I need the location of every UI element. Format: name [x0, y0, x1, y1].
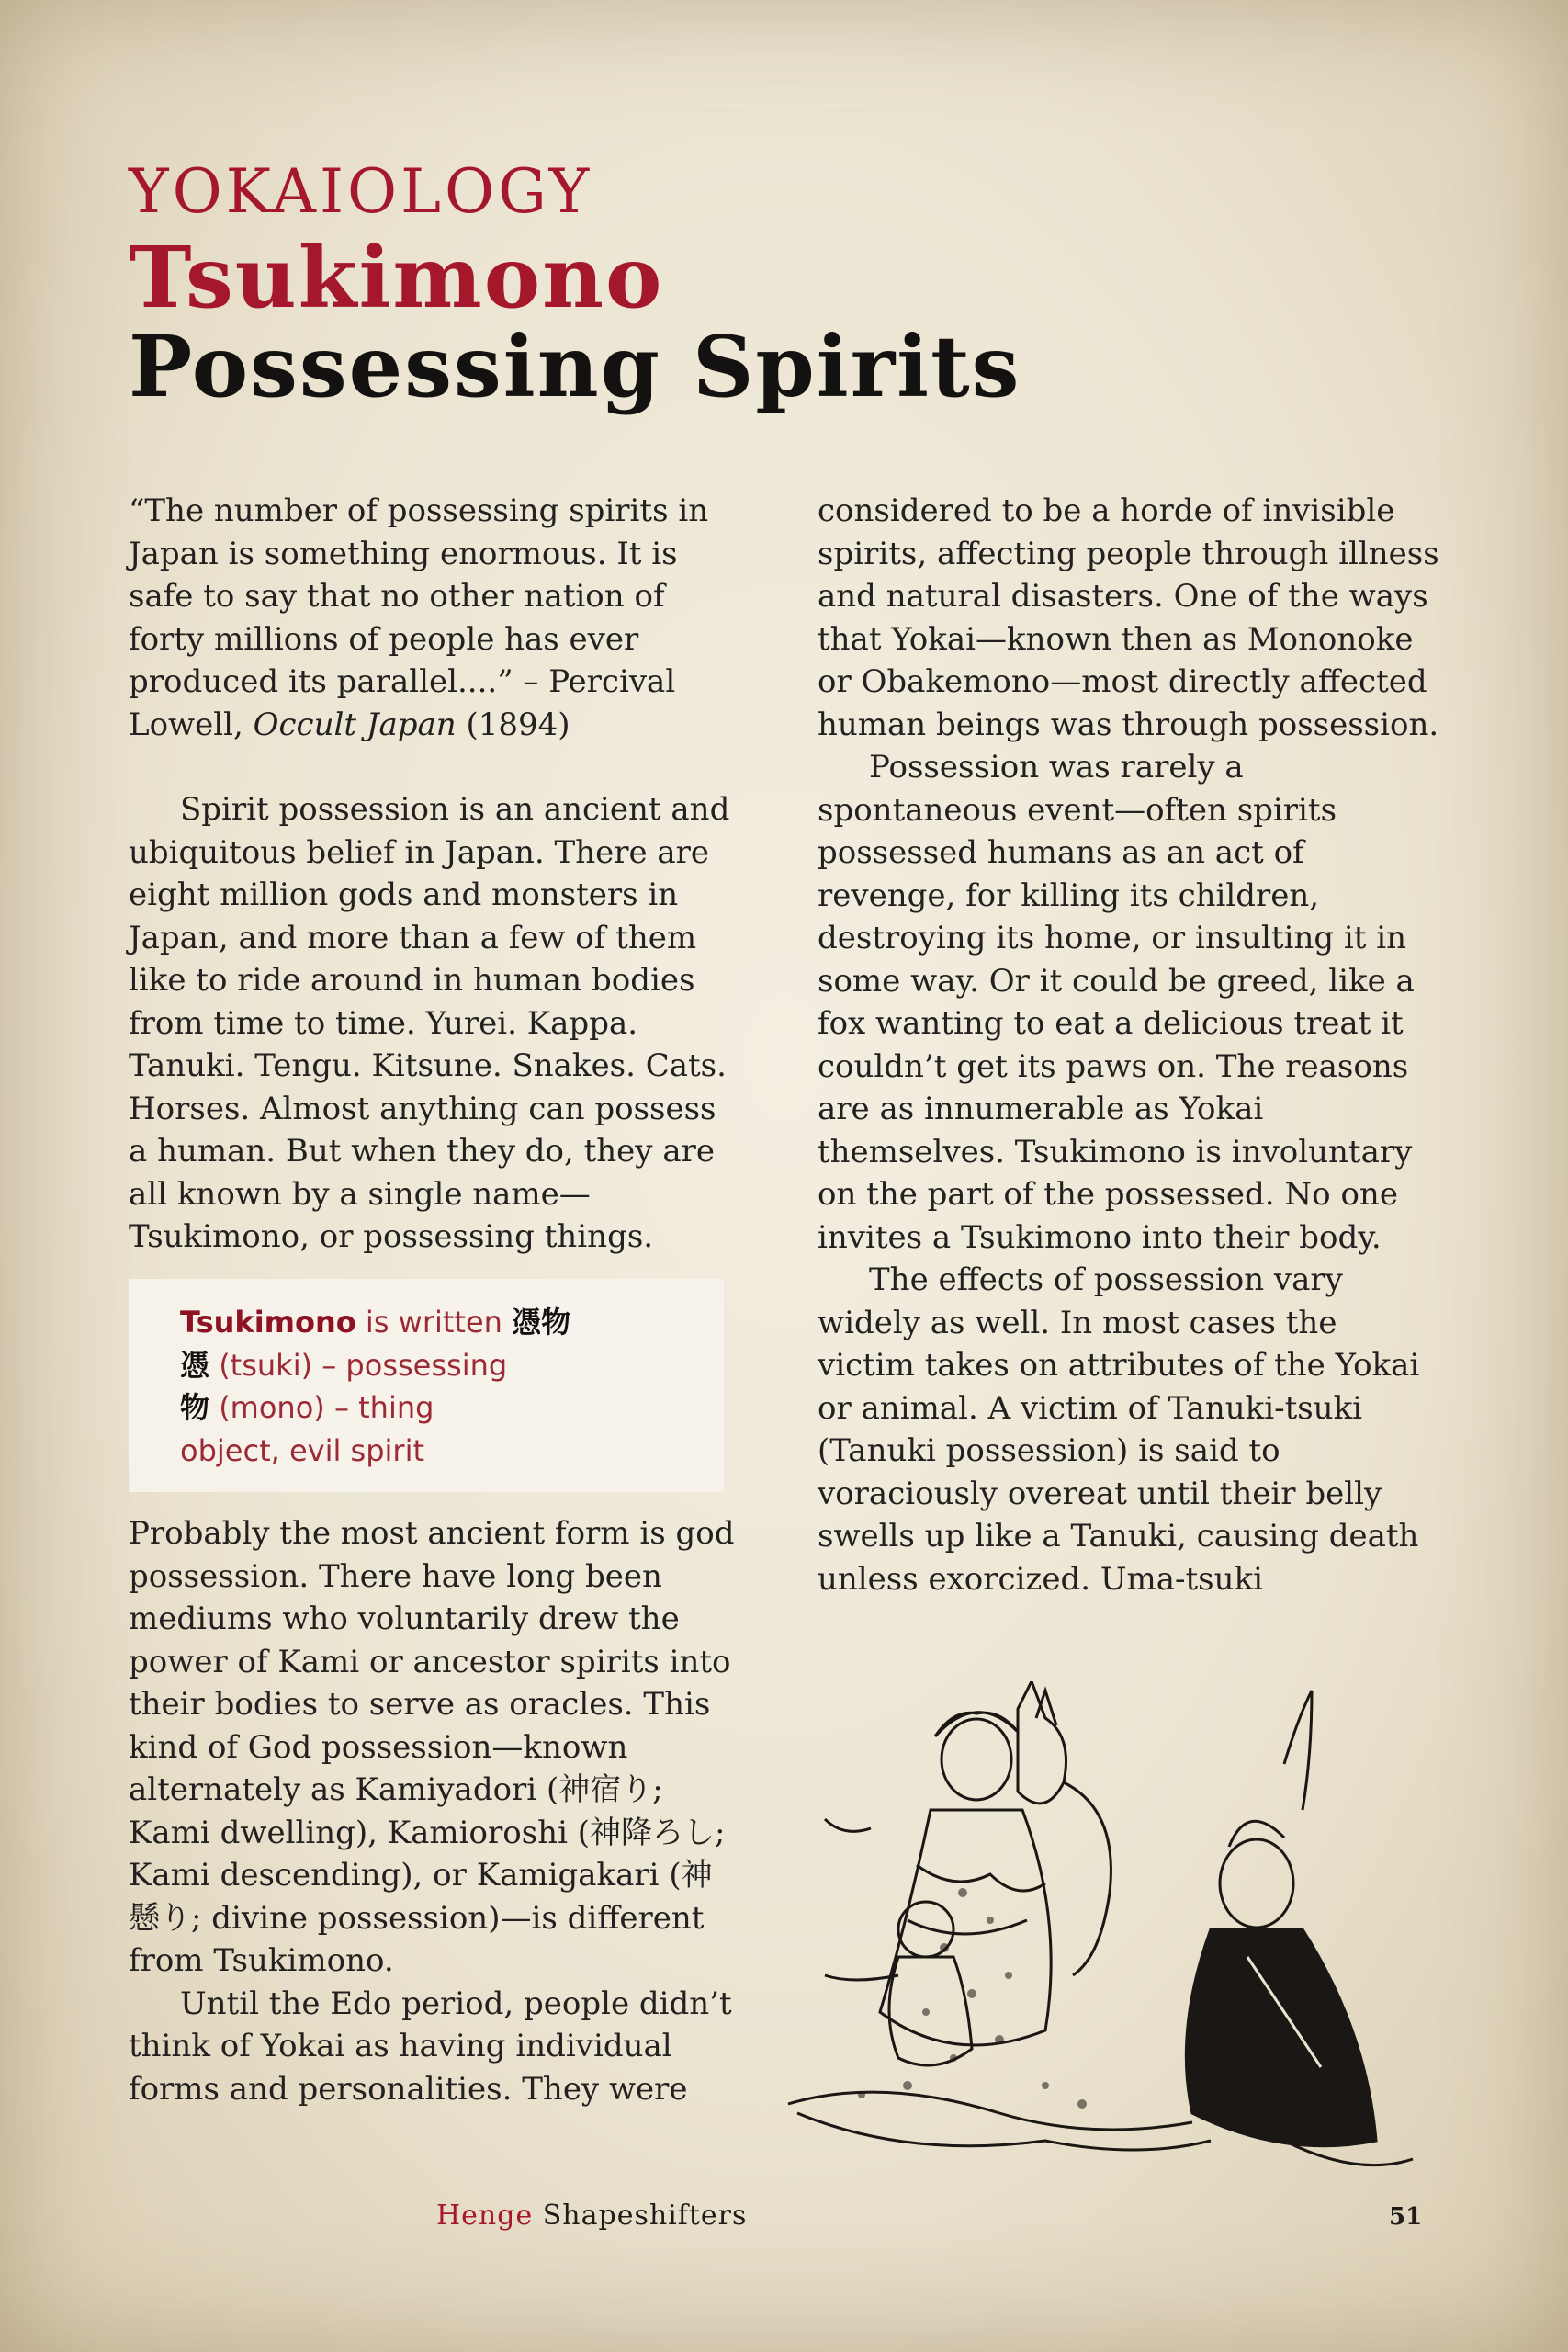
paragraph: Possession was rarely a spontaneous event—often spirits possessed humans as an act of revenge, for killing its children, destroying its home, or insulting it in some way. Or it could be greed, like a fox wanting to eat a delicious treat it couldn’t get its paws on. The reasons are as innumerable as Yokai themselves. Tsukimono is involuntary on the part of the possessed. No one invites a Tsukimono into their body. [818, 749, 1415, 1256]
quote-year: (1894) [456, 706, 570, 743]
old-man-head [1220, 1839, 1293, 1928]
sidebar-kanji: 憑 [180, 1347, 210, 1383]
figure-robe [880, 1810, 1051, 2045]
sidebar-gloss: (mono) – thing [209, 1390, 434, 1425]
paragraph: The effects of possession vary widely as well. In most cases the victim takes on attributes of the Yokai or animal. A victim of Tanuki-tsuki (Tanuki possession) is said to voraciously overeat until their belly swells up like a Tanuki, causing death unless exorcized. Uma-tsuki [818, 1261, 1420, 1598]
sidebar-kanji: 物 [180, 1390, 210, 1425]
sidebar-gloss: (tsuki) – possessing [209, 1347, 508, 1383]
footer-section-rest: Shapeshifters [533, 2199, 748, 2232]
rabbit-ears [1284, 1690, 1312, 1810]
paragraph: Probably the most ancient form is god possession. There have long been mediums who voluntarily drew the power of Kami or ancestor spirits into their bodies to serve as oracles. This kind of God possession—known alternately as Kamiyadori (神宿り; Kami dwelling), Kamioroshi (神降ろし; Kami descending), or Kamigakari (神懸り; divine possession)—is different from Tsukimono. [129, 1515, 735, 1979]
left-column-bottom [129, 1512, 735, 2110]
sidebar-line: object, evil spirit [180, 1432, 424, 1468]
page-title-red: Tsukimono [129, 228, 664, 327]
sidebar-line [180, 1301, 724, 1344]
page-title-black: Possessing Spirits [129, 317, 1021, 416]
quote-text: “The number of possessing spirits in Japan is something enormous. It is safe to say that no other nation of forty millions of people has ever produced its parallel....” – Percival Lowell, [129, 492, 709, 743]
section-kicker: YOKAIOLOGY [129, 156, 593, 227]
figure-head [942, 1719, 1011, 1800]
kanji-sidebar-box [129, 1279, 724, 1492]
epigraph-quote [129, 490, 735, 746]
woodblock-illustration [770, 1681, 1431, 2196]
running-footer [436, 2199, 747, 2232]
paragraph: Until the Edo period, people didn’t think of Yokai as having individual forms and personalities. They were [129, 1984, 732, 2108]
sidebar-kanji: 憑物 [512, 1305, 571, 1340]
footer-section-red: Henge [436, 2199, 534, 2232]
sidebar-line [180, 1386, 724, 1430]
paragraph: Spirit possession is an ancient and ubiquitous belief in Japan. There are eight million gods and monsters in Japan, and more than a few of them like to ride around in human bodies from time to time. Yurei. Kappa. Tanuki. Tengu. Kitsune. Snakes. Cats. Horses. Almost anything can possess a human. But when they do, they are all known by a single name—Tsukimono, or possessing things. [129, 791, 730, 1255]
page-number: 51 [1389, 2203, 1423, 2231]
quote-work-title: Occult Japan [253, 706, 457, 743]
sidebar-term: Tsukimono [180, 1305, 356, 1340]
right-column [818, 490, 1442, 1600]
left-column-top [129, 490, 735, 1259]
paragraph: considered to be a horde of invisible spirits, affecting people through illness and natural disasters. One of the ways that Yokai—known then as Mononoke or Obakemono—most directly affected human beings was through possession. [818, 492, 1439, 743]
sidebar-line [180, 1344, 724, 1387]
sidebar-written: is written [355, 1305, 513, 1340]
old-man-robe [1186, 1929, 1376, 2146]
